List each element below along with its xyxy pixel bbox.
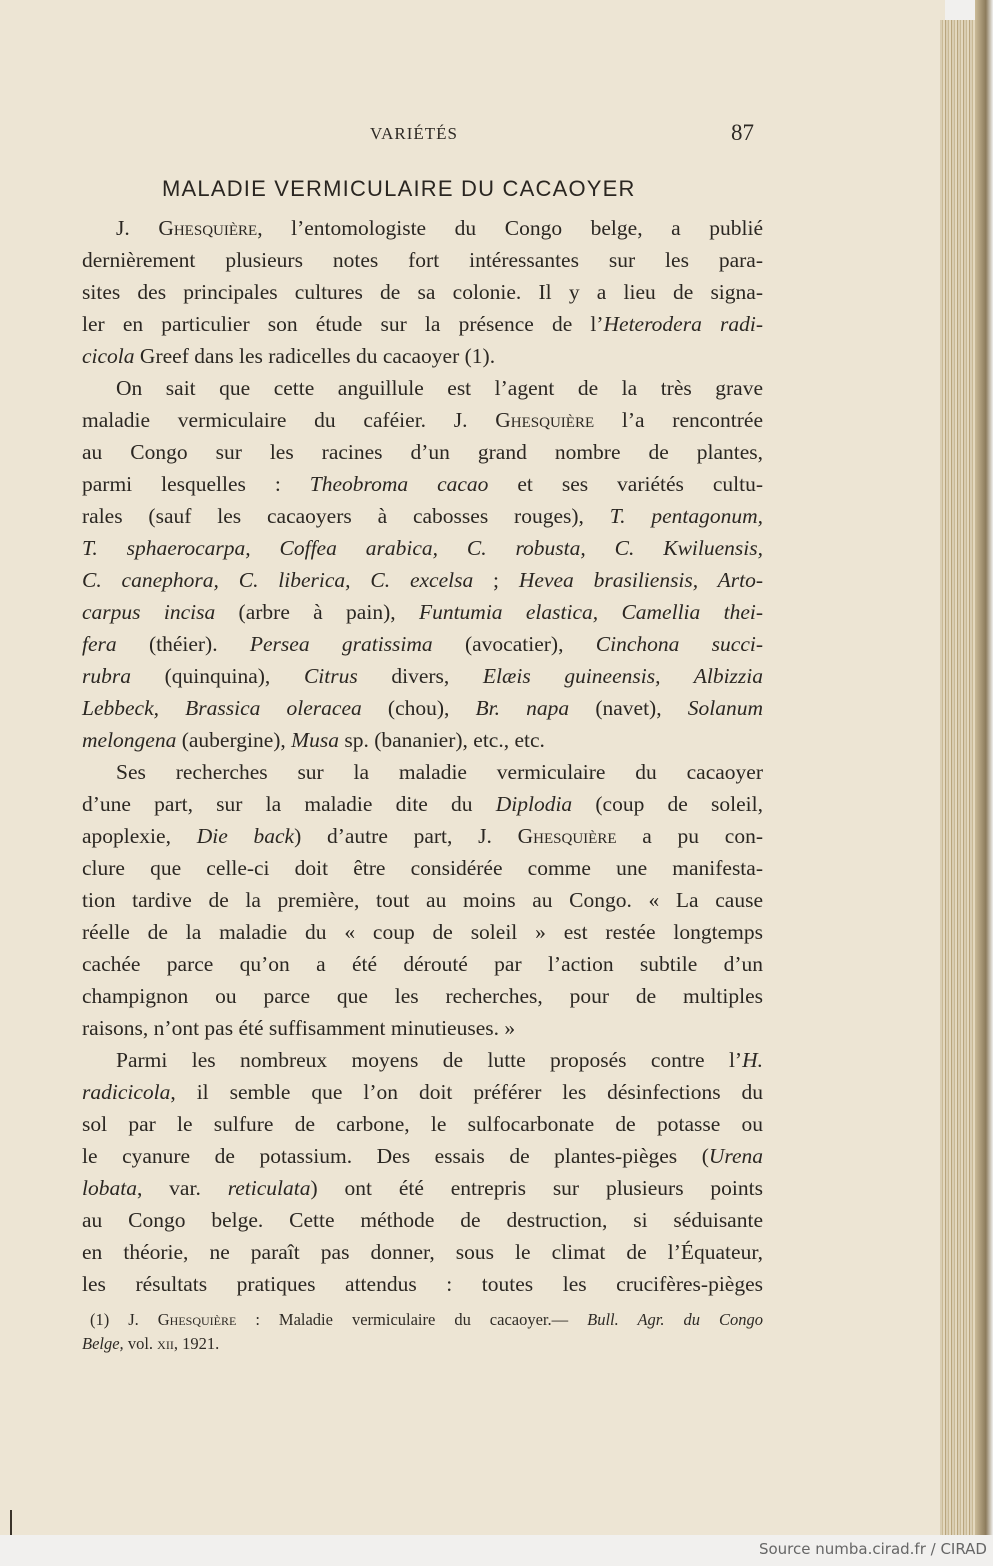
text-line <box>82 788 763 820</box>
italic-text: Heterodera radi- <box>603 312 763 336</box>
small-caps-text: Ghesquière <box>157 1310 237 1329</box>
source-credit: Source numba.cirad.fr / CIRAD <box>758 1540 987 1558</box>
italic-text: reticulata <box>227 1176 311 1200</box>
text-line <box>82 276 763 308</box>
text-line <box>82 884 763 916</box>
text-line <box>82 372 763 404</box>
text-segment: : Maladie vermiculaire du cacaoyer.— <box>236 1310 588 1329</box>
text-segment: cachée parce qu’on a été dérouté par l’action subtile d’un <box>82 952 763 976</box>
italic-text: Theobroma cacao <box>309 472 489 496</box>
text-line <box>82 1012 763 1044</box>
italic-text: Hevea brasiliensis, Arto- <box>518 568 763 592</box>
italic-text: fera <box>82 632 117 656</box>
small-caps-text: Ghesquière <box>158 216 258 240</box>
italic-text: T. pentagonum, <box>609 504 763 528</box>
text-line <box>82 1076 763 1108</box>
footnote-line <box>82 1332 763 1356</box>
text-line <box>82 468 763 500</box>
text-line <box>82 820 763 852</box>
text-segment: Ses recherches sur la maladie vermiculaire du cacaoyer <box>116 760 763 784</box>
text-line <box>82 244 763 276</box>
text-segment: (coup de soleil, <box>572 792 763 816</box>
text-segment: (chou), <box>361 696 476 720</box>
italic-text: Solanum <box>687 696 763 720</box>
italic-text: rubra <box>82 664 131 688</box>
text-line <box>82 564 763 596</box>
text-segment: sp. (bananier), etc., etc. <box>338 728 545 752</box>
text-segment: en théorie, ne paraît pas donner, sous le climat de l’Équateur, <box>82 1240 763 1264</box>
text-segment: les résultats pratiques attendus : toutes les crucifères-pièges <box>82 1272 763 1296</box>
text-segment: , il semble que l’on doit préférer les désinfections du <box>170 1080 763 1104</box>
text-segment: (1) J. <box>90 1310 158 1329</box>
text-segment: parmi lesquelles : <box>82 472 310 496</box>
italic-text: Cinchona succi- <box>595 632 763 656</box>
italic-text: Diplodia <box>495 792 573 816</box>
text-segment: maladie vermiculaire du caféier. J. <box>82 408 496 432</box>
italic-text: Lebbeck, Brassica oleracea <box>82 696 362 720</box>
italic-text: Br. napa <box>475 696 570 720</box>
text-segment: , 1921. <box>173 1334 220 1353</box>
text-segment: au Congo belge. Cette méthode de destruction, si séduisante <box>82 1208 763 1232</box>
text-segment: , var. <box>136 1176 228 1200</box>
text-line <box>82 692 763 724</box>
text-line <box>82 308 763 340</box>
text-line <box>82 340 763 372</box>
text-segment: rales (sauf les cacaoyers à cabosses rouges), <box>82 504 610 528</box>
text-line <box>82 852 763 884</box>
article-body <box>82 212 763 1300</box>
text-segment: d’une part, sur la maladie dite du <box>82 792 496 816</box>
text-line <box>82 756 763 788</box>
text-segment: a pu con- <box>616 824 763 848</box>
text-segment: , l’entomologiste du Congo belge, a publié <box>257 216 763 240</box>
small-caps-text: Ghesquière <box>517 824 617 848</box>
text-segment: clure que celle-ci doit être considérée comme une manifesta- <box>82 856 763 880</box>
footnote-line <box>82 1308 763 1332</box>
text-line <box>82 1236 763 1268</box>
page-number: 87 <box>731 120 754 145</box>
italic-text: H. <box>742 1048 763 1072</box>
text-line <box>82 1140 763 1172</box>
text-segment: réelle de la maladie du « coup de soleil » est restée longtemps <box>82 920 763 944</box>
text-line <box>82 1268 763 1300</box>
italic-text: Urena <box>708 1144 763 1168</box>
text-line <box>82 916 763 948</box>
text-segment: ) d’autre part, J. <box>294 824 518 848</box>
text-segment: apoplexie, <box>82 824 197 848</box>
text-segment: vol. <box>123 1334 158 1353</box>
text-segment: le cyanure de potassium. Des essais de plantes-pièges ( <box>82 1144 709 1168</box>
text-line <box>82 724 763 756</box>
italic-text: radicicola <box>82 1080 171 1104</box>
italic-text: cicola <box>82 344 135 368</box>
small-caps-text: Ghesquière <box>495 408 595 432</box>
text-segment: dernièrement plusieurs notes fort intéressantes sur les para- <box>82 248 763 272</box>
italic-text: Funtumia elastica, Camellia thei- <box>418 600 763 624</box>
article-title: MALADIE VERMICULAIRE DU CACAOYER <box>162 176 636 201</box>
text-line <box>82 660 763 692</box>
italic-text: melongena <box>82 728 177 752</box>
text-segment: au Congo sur les racines d’un grand nombre de plantes, <box>82 440 763 464</box>
italic-text: C. canephora, C. liberica, C. excelsa <box>82 568 474 592</box>
text-line <box>82 404 763 436</box>
text-segment: ) ont été entrepris sur plusieurs points <box>310 1176 763 1200</box>
italic-text: lobata <box>82 1176 137 1200</box>
text-line <box>82 1204 763 1236</box>
running-header: VARIÉTÉS <box>370 124 458 143</box>
text-line <box>82 532 763 564</box>
italic-text: Bull. Agr. du Congo <box>587 1310 763 1329</box>
scan-mark <box>10 1510 12 1535</box>
page-stack-edge <box>940 20 980 1535</box>
text-segment: sol par le sulfure de carbone, le sulfocarbonate de potasse ou <box>82 1112 763 1136</box>
text-segment: (théier). <box>116 632 250 656</box>
text-segment: ; <box>473 568 519 592</box>
italic-text: Musa <box>291 728 339 752</box>
text-segment: (navet), <box>569 696 688 720</box>
text-segment: et ses variétés cultu- <box>488 472 764 496</box>
text-segment: (avocatier), <box>432 632 596 656</box>
text-segment: tion tardive de la première, tout au moins au Congo. « La cause <box>82 888 763 912</box>
text-segment: ler en particulier son étude sur la présence de l’ <box>82 312 604 336</box>
text-line <box>82 212 763 244</box>
book-spine-shadow <box>975 0 993 1535</box>
text-line <box>82 1044 763 1076</box>
text-line <box>82 948 763 980</box>
text-line <box>82 436 763 468</box>
text-segment: Greef dans les radicelles du cacaoyer (1). <box>134 344 496 368</box>
text-line <box>82 1172 763 1204</box>
text-line <box>82 1108 763 1140</box>
text-segment: On sait que cette anguillule est l’agent de la très grave <box>116 376 763 400</box>
text-segment: (arbre à pain), <box>215 600 419 624</box>
text-segment: sites des principales cultures de sa colonie. Il y a lieu de signa- <box>82 280 763 304</box>
text-segment: l’a rencontrée <box>594 408 764 432</box>
small-caps-text: xii <box>157 1334 174 1353</box>
footnote <box>82 1308 763 1356</box>
italic-text: Citrus <box>303 664 358 688</box>
text-segment: J. <box>116 216 159 240</box>
italic-text: Belge, <box>82 1334 124 1353</box>
text-segment: Parmi les nombreux moyens de lutte proposés contre l’ <box>116 1048 743 1072</box>
text-segment: (quinquina), <box>130 664 304 688</box>
italic-text: Elæis guineensis, Albizzia <box>482 664 763 688</box>
text-line <box>82 628 763 660</box>
text-segment: divers, <box>357 664 483 688</box>
text-segment: champignon ou parce que les recherches, pour de multiples <box>82 984 763 1008</box>
text-line <box>82 500 763 532</box>
italic-text: Persea gratissima <box>249 632 433 656</box>
italic-text: T. sphaerocarpa, Coffea arabica, C. robusta, C. Kwiluensis, <box>82 536 763 560</box>
text-line <box>82 596 763 628</box>
text-line <box>82 980 763 1012</box>
text-segment: raisons, n’ont pas été suffisamment minutieuses. » <box>82 1016 516 1040</box>
italic-text: Die back <box>196 824 295 848</box>
text-segment: (aubergine), <box>176 728 292 752</box>
italic-text: carpus incisa <box>82 600 216 624</box>
